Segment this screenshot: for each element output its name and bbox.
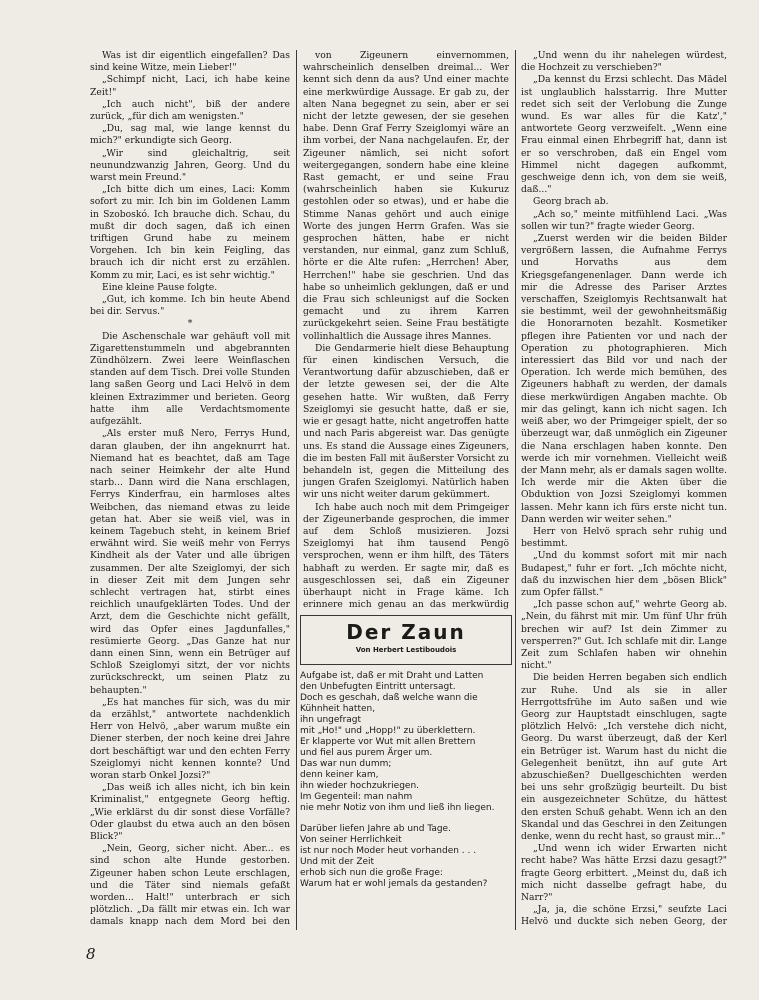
section-separator: * — [187, 318, 193, 330]
paragraph: „Ach so," meinte mitfühlend Laci. „Was sollen wir tun?" fragte wieder Georg. — [521, 208, 727, 232]
text-column-left — [90, 50, 290, 930]
poem-line: Das war nun dumm; — [300, 759, 392, 769]
paragraph: „Und du kommst sofort mit mir nach Budapest," fuhr er fort. „Ich möchte nicht, daß du inzwischen hier dem „bösen Blick" zum Opfer fällst." — [521, 550, 727, 598]
text-column-right — [521, 50, 727, 930]
poem-author: Von Herbert Lestiboudois — [355, 646, 457, 654]
text-column-middle — [303, 50, 509, 610]
poem-title-box — [300, 615, 512, 665]
poem-line: ihn wieder hochzukriegen. — [300, 781, 420, 791]
poem-line: ist nur noch Moder heut vorhanden . . . — [300, 846, 477, 856]
paragraph: „Nein, Georg, sicher nicht. Aber... es sind schon alte Hunde gestorben. Zigeuner haben schon Leute erschlagen, und die Täter sind niemals gefaßt worden... Halt!" unterbrach er sich plötzlich. „Da fällt mir etwas ein. Ich war damals knapp nach dem Mord bei den — [90, 843, 290, 928]
poem-line: den Unbefugten Eintritt untersagt. — [300, 682, 456, 692]
paragraph: „Als erster muß Nero, Ferrys Hund, daran glauben, der ihn angeknurrt hat. Niemand hat es beachtet, daß am Tage nach seiner Heimkehr der alte Hund starb... Dann wird die Nana erschlagen, Ferrys Kinderfrau, ein harmloses altes Weibchen, das niemand etwas zu leide getan hat. Aber sie weiß viel, was in keinem Tagebuch steht, in keinem Brief erwähnt wird. Sie weiß mehr von Ferrys Kindheit als der Vater und alle übrigen zusammen. Der alte Szeiglomyi, der sich in dieser Zeit mit dem Jungen sehr schlecht vertragen hat, stirbt eines reichlich unaufgeklärten Todes. Und der Arzt, dem die Geschichte nicht gefällt, wird das Opfer eines Jagdunfalles," resümierte Georg. „Das Ganze hat nur dann einen Sinn, wenn ein Betrüger auf Schloß Szeiglomyi sitzt, der vor nichts zurückschreckt, um seinen Platz zu behaupten." — [90, 428, 290, 696]
poem-line: mit „Ho!" und „Hopp!" zu überklettern. — [300, 726, 476, 736]
poem-line: und fiel aus purem Ärger um. — [300, 748, 433, 758]
poem-title: Der Zaun — [346, 620, 466, 644]
paragraph: „Gut, ich komme. Ich bin heute Abend bei dir. Servus." — [90, 294, 290, 318]
paragraph: von Zigeunern einvernommen, wahrscheinlich denselben dreimal... Wer kennt sich denn da aus? Und einer machte eine merkwürdige Aussage. Er gab zu, der alten Nana begegnet zu sein, aber er sei nicht der letzte gewesen, der sie gesehen habe. Denn Graf Ferry Szeiglomyi wäre an ihm vorbei, der Nana nachgelaufen. Er, der Zigeuner nämlich, sei nicht sofort weitergegangen, sondern habe eine kleine Rast gemacht, er und seine Frau (wahrscheinlich haben sie Kukuruz gestohlen oder so etwas), und er habe die Stimme Nanas gehört und auch einige Worte des jungen Herrn Grafen. Was sie gesprochen hätten, habe er nicht verstanden, nur einmal, ganz zum Schluß, hörte er die Alte rufen: „Herrchen! Aber, Herrchen!" habe sie geschrien. Und das habe so unheimlich geklungen, daß er und die Frau sich schleunigst auf die Socken gemacht und zu ihrem Karren zurückgekehrt seien. Seine Frau bestätigte vollinhaltlich die Aussage ihres Mannes. — [303, 50, 509, 342]
poem-line: Er klapperte vor Wut mit allen Brettern — [300, 737, 476, 747]
poem-line: Aufgabe ist, daß er mit Draht und Latten — [300, 671, 484, 681]
poem-line: Kühnheit hatten, — [300, 704, 376, 714]
poem-line: Darüber liefen Jahre ab und Tage. — [300, 824, 451, 834]
paragraph: „Ja, ja, die schöne Erzsi," seufzte Laci Helvö und duckte sich neben Georg, der — [521, 904, 727, 928]
paragraph: „Ich bitte dich um eines, Laci: Komm sofort zu mir. Ich bin im Goldenen Lamm in Szoboskó. Ich brauche dich. Schau, du mußt dir doch sagen, daß ich einen triftigen Grund habe zu meinem Vorgehen. Ich bin kein Feigling, das brauch ich dir nicht erst zu erzählen. Komm zu mir, Laci, es ist sehr wichtig." — [90, 184, 290, 281]
column-divider — [296, 50, 297, 930]
column-divider — [515, 50, 516, 930]
paragraph: Herr von Helvö sprach sehr ruhig und bestimmt. — [521, 525, 727, 550]
paragraph: Was ist dir eigentlich eingefallen? Das sind keine Witze, mein Lieber!" — [90, 50, 290, 74]
page-number: 8 — [86, 945, 96, 963]
paragraph: Eine kleine Pause folgte. — [102, 281, 218, 293]
paragraph: Die beiden Herren begaben sich endlich zur Ruhe. Und als sie in aller Herrgottsfrühe im Auto saßen und wie Georg zur Hauptstadt einschlugen, sagte plötzlich Helvö: „Ich verstehe dich nicht, Georg. Du warst überzeugt, daß der Kerl ein Betrüger ist. Warum hast du nicht die Gelegenheit benützt, ihn auf gute Art abzuschießen? Duellgeschichten werden bei uns sehr großzügig beurteilt. Du bist ein ausgezeichneter Schütze, du hättest den ersten Schuß gehabt. Wenn ich an den Skandal und das Geschrei in den Zeitungen denke, wenn du recht hast, so graust mir..." — [521, 672, 727, 842]
poem-line: Von seiner Herrlichkeit — [300, 835, 402, 845]
paragraph: Georg brach ab. — [533, 196, 609, 208]
paragraph: „Du, sag mal, wie lange kennst du mich?" erkundigte sich Georg. — [90, 123, 290, 147]
paragraph: „Da kennst du Erzsi schlecht. Das Mädel ist unglaublich halsstarrig. Ihre Mutter redet sich seit der Verlobung die Zunge wund. Es war alles für die Katz'," antwortete Georg verzweifelt. „Wenn eine Frau einmal einen Ehrbegriff hat, dann ist er so verschroben, daß ein Engel vom Himmel nicht dagegen aufkommt, geschweige denn ich, von dem sie weiß, daß..." — [521, 74, 727, 196]
paragraph: „Zuerst werden wir die beiden Bilder vergrößern lassen, die Aufnahme Ferrys und Horvaths aus dem Kriegsgefangenenlager. Dann werde ich mir die Adresse des Pariser Arztes verschaffen, Szeiglomyis Rechtsanwalt hat sie bestimmt, weil der gewohnheitsmäßig die Honorarnoten bezahlt. Kosmetiker pflegen ihre Patienten vor und nach der Operation zu photographieren. Mich interessiert das Bild vor und nach der Operation. Ich werde mich bemühen, des Zigeuners habhaft zu werden, der damals diese merkwürdigen Angaben machte. Ob mir das gelingt, kann ich nicht sagen. Ich weiß aber, wo der Primgeiger spielt, der so überzeugt war, daß unmöglich ein Zigeuner die Nana erschlagen haben konnte. Den werde ich mir vornehmen. Vielleicht weiß der Mann mehr, als er damals sagen wollte. Ich werde mir die Akten über die Obduktion von Jozsi Szeiglomyi kommen lassen. Mehr kann ich fürs erste nicht tun. Dann werden wir weiter sehen." — [521, 233, 727, 525]
poem-line — [300, 814, 512, 824]
paragraph: Die Aschenschale war gehäuft voll mit Zigarettenstummeln und abgebrannten Zündhölzern. Zwei leere Weinflaschen standen auf dem Tisch. Drei volle Stunden lang saßen Georg und Laci Helvö in dem kleinen Extrazimmer und berieten. Georg hatte ihm alle Verdachtsmomente aufgezählt. — [90, 330, 290, 428]
poem-line: nie mehr Notiz von ihm und ließ ihn liegen. — [300, 803, 495, 813]
paragraph: „Und wenn du ihr nahelegen würdest, die Hochzeit zu verschieben?" — [521, 50, 727, 74]
paragraph: „Wir sind gleichaltrig, seit neunundzwanzig Jahren, Georg. Und du warst mein Freund." — [90, 147, 290, 184]
poem-line: erhob sich nun die große Frage: — [300, 868, 443, 878]
paragraph: „Schimpf nicht, Laci, ich habe keine Zeit!" — [90, 74, 290, 98]
poem-line: Warum hat er wohl jemals da gestanden? — [300, 879, 488, 889]
poem-line: Im Gegenteil: man nahm — [300, 792, 413, 802]
paragraph: „Und wenn ich wider Erwarten nicht recht habe? Was hätte Erzsi dazu gesagt?" fragte Georg erbittert. „Meinst du, daß ich mich nicht dasselbe gefragt habe, du Narr?" — [521, 843, 727, 904]
poem-body — [300, 671, 512, 890]
paragraph: „Es hat manches für sich, was du mir da erzählst," antwortete nachdenklich Herr von Helvö, „aber warum mußte ein Diener sterben, der noch keine drei Jahre dort beschäftigt war und den echten Ferry Szeiglomyi nicht kennen konnte? Und woran starb Onkel Jozsi?" — [90, 696, 290, 781]
poem-line: denn keiner kam, — [300, 770, 379, 780]
poem-line: Und mit der Zeit — [300, 857, 375, 867]
poem-line: Doch es geschah, daß welche wann die — [300, 693, 478, 703]
paragraph: „Ich auch nicht", biß der andere zurück, „für dich am wenigsten." — [90, 98, 290, 123]
paragraph: Die Gendarmerie hielt diese Behauptung für einen kindischen Versuch, die Verantwortung dafür abzuschieben, daß er der letzte gewesen sei, der die Alte gesehen hatte. Wir wußten, daß Ferry Szeiglomyi sie gesucht hatte, daß er sie, wie er gesagt hatte, nicht angetroffen hatte und nach Paris abgereist war. Das genügte uns. Es stand die Aussage eines Zigeuners, die im besten Fall mit äußerster Vorsicht zu behandeln ist, gegen die Mitteilung des jungen Grafen Szeiglomyi. Natürlich haben wir uns nicht weiter darum gekümmert. — [303, 342, 509, 501]
poem-line: ihn ungefragt — [300, 715, 362, 725]
paragraph: Ich habe auch noch mit dem Primgeiger der Zigeunerbande gesprochen, die immer auf dem Schloß musizieren. Jozsi Szeiglomyi hat ihm tausend Pengö versprochen, wenn er ihm hilft, des Täters habhaft zu werden. Er sagte mir, daß es ausgeschlossen sei, daß ein Zigeuner überhaupt nicht in Frage käme. Ich erinnere mich genau an das merkwürdig — [303, 501, 509, 610]
paragraph: „Das weiß ich alles nicht, ich bin kein Kriminalist," entgegnete Georg heftig. „Wie erklärst du dir sonst diese Vorfälle? Oder glaubst du etwa auch an den bösen Blick?" — [90, 782, 290, 842]
poem-insert — [300, 615, 512, 890]
paragraph: „Ich passe schon auf," wehrte Georg ab. „Nein, du fährst mit mir. Um fünf Uhr früh brechen wir auf? Ist dein Zimmer zu versperren?" Gut. Ich schlafe mit dir. Lange Zeit zum Schlafen haben wir ohnehin nicht." — [521, 599, 727, 672]
